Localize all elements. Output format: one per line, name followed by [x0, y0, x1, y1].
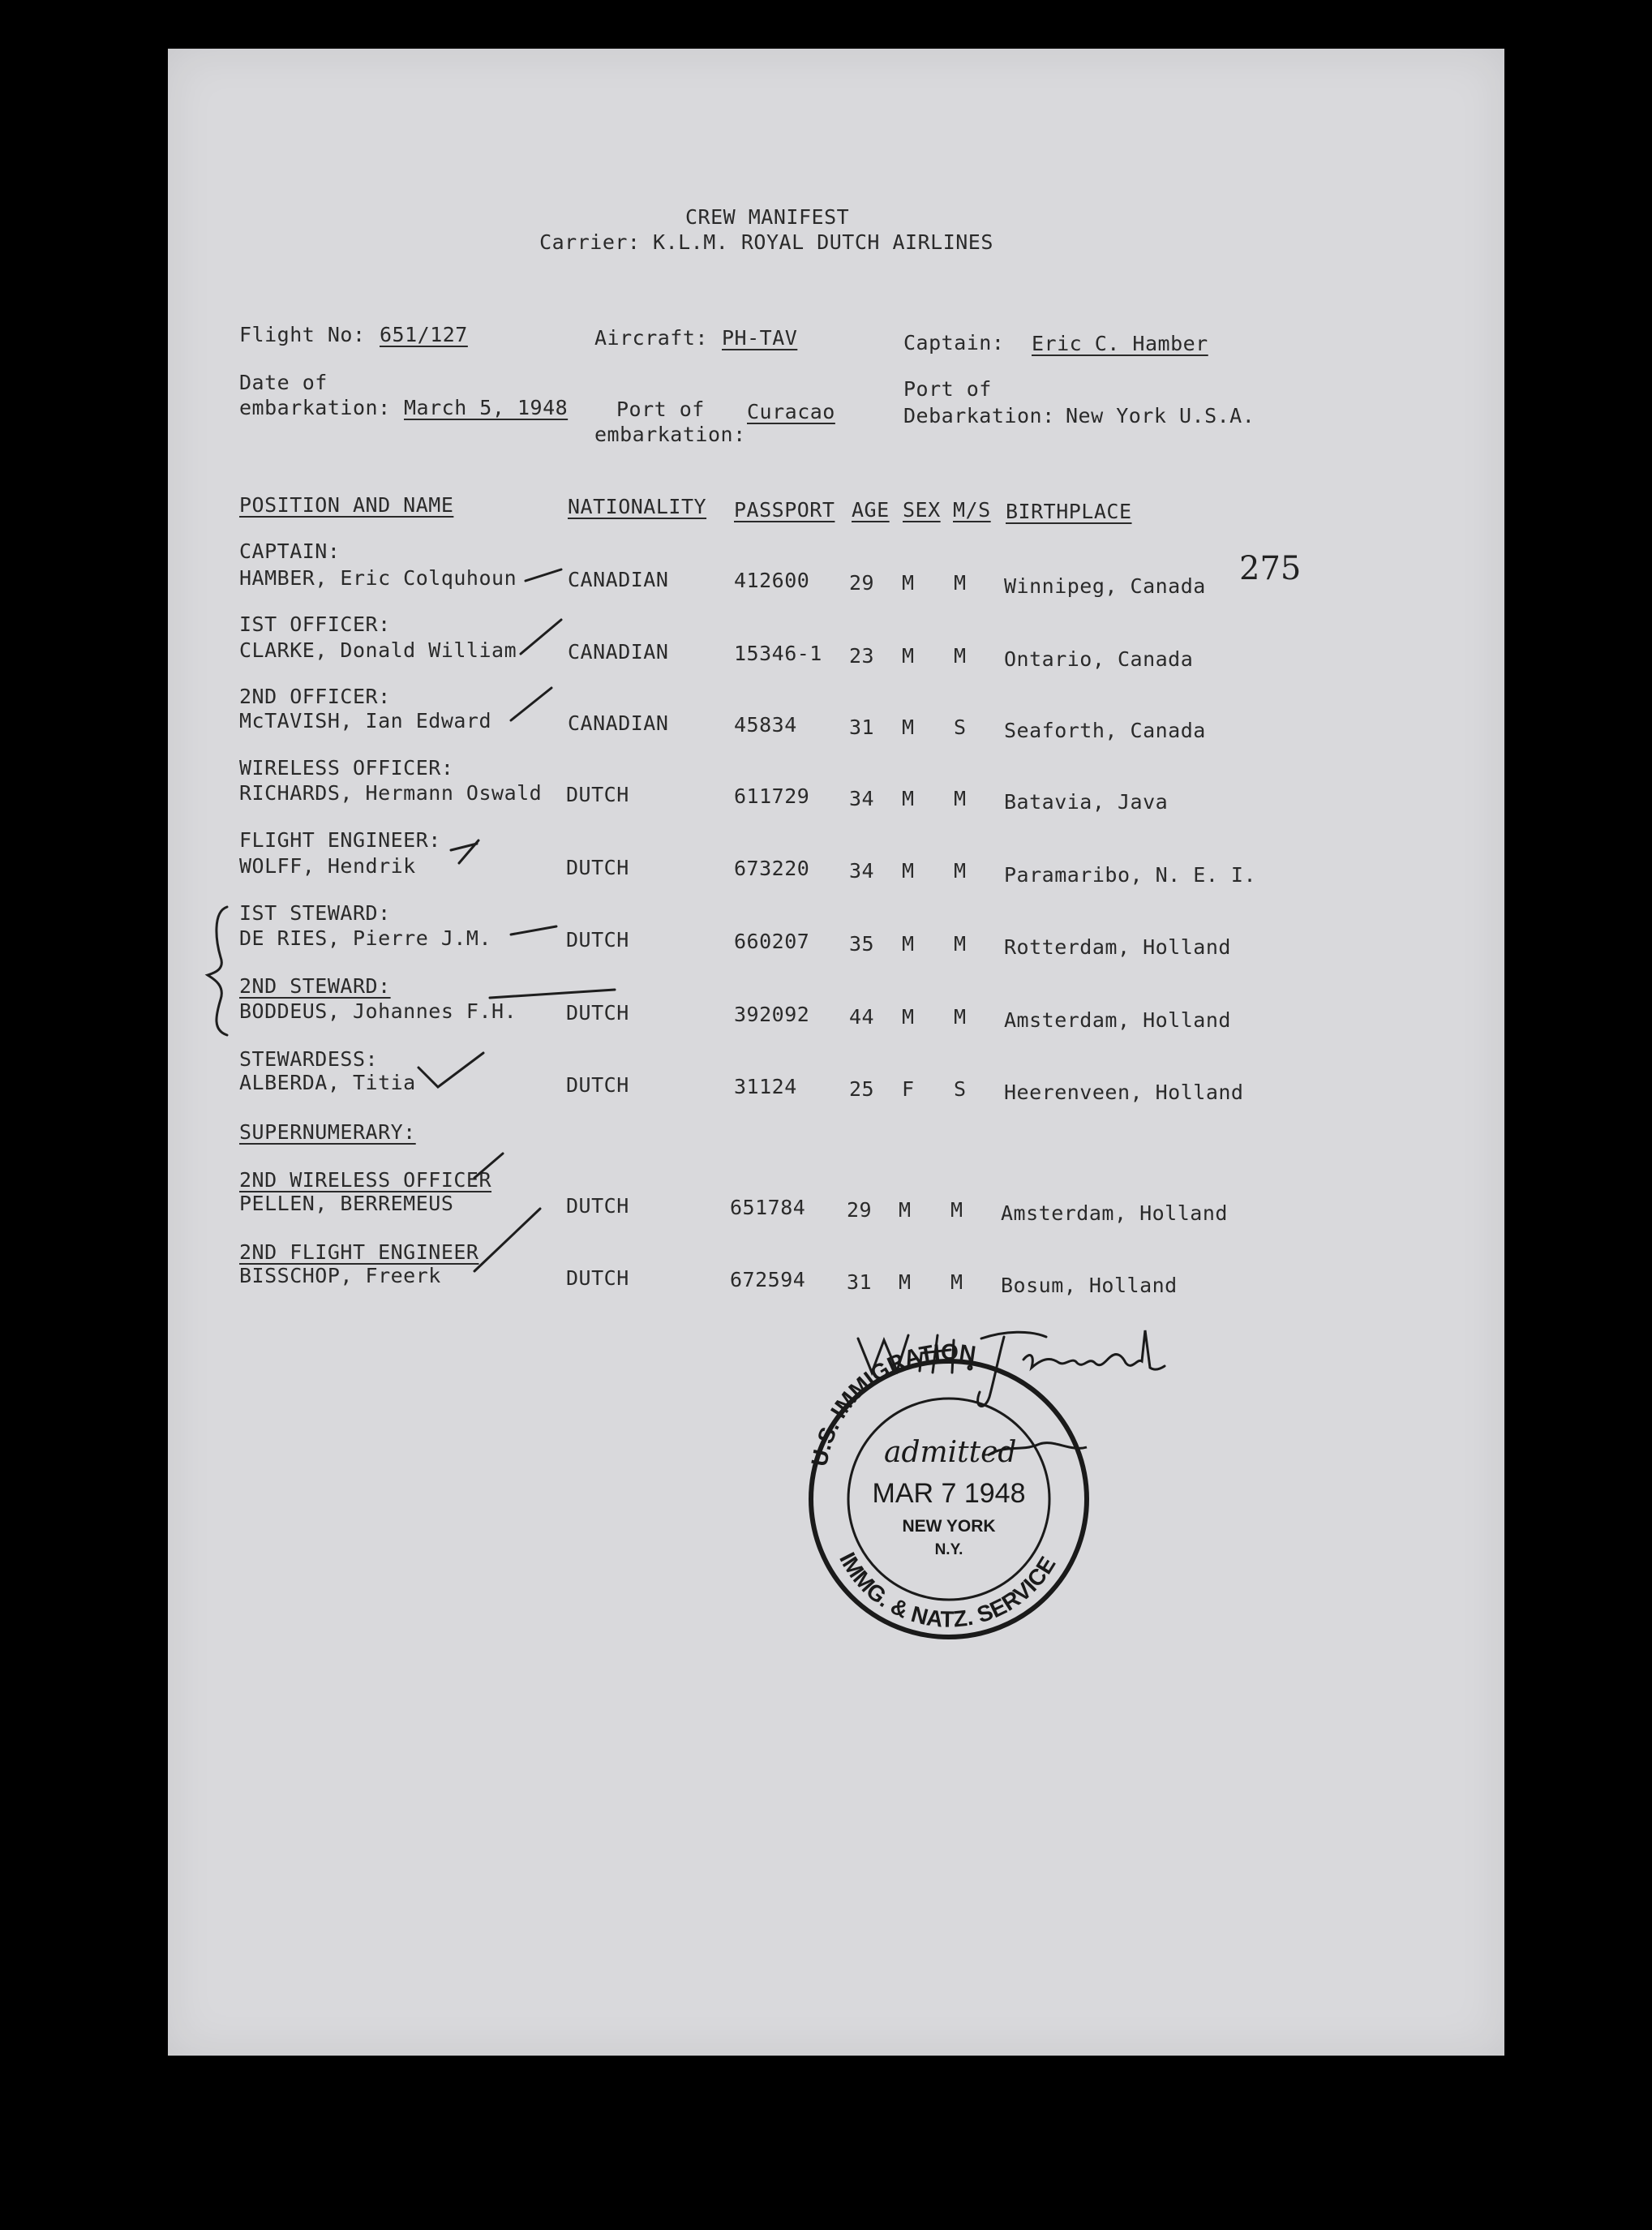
- col-passport: PASSPORT: [734, 498, 835, 522]
- row-sex: M: [902, 715, 915, 739]
- row-age: 35: [849, 932, 875, 956]
- row-name: ALBERDA, Titia: [239, 1071, 416, 1094]
- date-label-1: Date of: [239, 371, 328, 394]
- row-position: 2ND STEWARD:: [239, 974, 391, 998]
- row-sex: M: [899, 1198, 912, 1222]
- row-age: 34: [849, 859, 875, 883]
- row-position: IST STEWARD:: [239, 901, 391, 925]
- row-sex: M: [902, 1005, 915, 1029]
- row-age: 44: [849, 1005, 875, 1029]
- stamp-state: N.Y.: [934, 1541, 963, 1558]
- row-nationality: DUTCH: [566, 928, 629, 952]
- row-passport: 15346-1: [734, 642, 822, 665]
- row-age: 29: [847, 1198, 873, 1222]
- row-nationality: DUTCH: [566, 1001, 629, 1025]
- row-passport: 392092: [734, 1003, 810, 1026]
- row-nationality: CANADIAN: [568, 640, 669, 664]
- stamp-ring-top: U.S. IMMIGRATION: [806, 1338, 978, 1469]
- date-label-2: embarkation:: [239, 396, 391, 419]
- row-passport: 672594: [730, 1268, 806, 1291]
- embarkation-date: March 5, 1948: [404, 396, 569, 419]
- row-sex: M: [902, 859, 915, 883]
- carrier-line: Carrier: K.L.M. ROYAL DUTCH AIRLINES: [539, 230, 993, 254]
- row-sex: F: [902, 1077, 915, 1101]
- row-position: FLIGHT ENGINEER:: [239, 828, 441, 852]
- captain-label: Captain:: [903, 331, 1005, 354]
- row-name: WOLFF, Hendrik: [239, 854, 416, 878]
- row-nationality: DUTCH: [566, 1194, 629, 1218]
- row-ms: M: [954, 1005, 967, 1029]
- aircraft-value: PH-TAV: [722, 326, 798, 350]
- row-name: BISSCHOP, Freerk: [239, 1264, 441, 1287]
- stamp-city: NEW YORK: [902, 1517, 996, 1536]
- row-nationality: DUTCH: [566, 1266, 629, 1290]
- row-ms: M: [954, 787, 967, 810]
- row-birthplace: Seaforth, Canada: [1004, 719, 1206, 742]
- row-passport: 45834: [734, 713, 797, 737]
- port-deb-label-2: Debarkation:: [903, 404, 1055, 428]
- row-position: 2ND FLIGHT ENGINEER: [239, 1240, 479, 1264]
- row-position: STEWARDESS:: [239, 1047, 379, 1071]
- row-nationality: CANADIAN: [568, 711, 669, 735]
- aircraft-label: Aircraft:: [594, 326, 708, 350]
- row-ms: M: [950, 1198, 963, 1222]
- row-ms: M: [954, 932, 967, 956]
- row-nationality: DUTCH: [566, 783, 629, 806]
- port-deb-label-1: Port of: [903, 377, 992, 401]
- row-sex: M: [902, 571, 915, 595]
- col-sex: SEX: [903, 498, 941, 522]
- row-birthplace: Rotterdam, Holland: [1004, 935, 1231, 959]
- col-position-and-name: POSITION AND NAME: [239, 493, 454, 517]
- row-ms: M: [954, 859, 967, 883]
- row-birthplace: Ontario, Canada: [1004, 647, 1194, 671]
- row-passport: 611729: [734, 784, 810, 808]
- port-emb-label-2: embarkation:: [594, 423, 746, 446]
- port-emb-label-1: Port of: [616, 397, 705, 421]
- supernumerary-heading: SUPERNUMERARY:: [239, 1120, 416, 1144]
- row-nationality: CANADIAN: [568, 568, 669, 591]
- row-name: BODDEUS, Johannes F.H.: [239, 999, 517, 1023]
- col-nationality: NATIONALITY: [568, 495, 707, 518]
- row-passport: 660207: [734, 930, 810, 953]
- row-name: RICHARDS, Hermann Oswald: [239, 781, 543, 805]
- col-ms: M/S: [953, 498, 991, 522]
- row-birthplace: Amsterdam, Holland: [1001, 1201, 1228, 1225]
- captain-value: Eric C. Hamber: [1032, 332, 1208, 355]
- row-birthplace: Paramaribo, N. E. I.: [1004, 863, 1257, 887]
- row-passport: 673220: [734, 857, 810, 880]
- row-birthplace: Winnipeg, Canada: [1004, 574, 1206, 598]
- col-age: AGE: [852, 498, 890, 522]
- port-emb-value: Curacao: [747, 400, 835, 423]
- flight-no-value: 651/127: [380, 323, 468, 346]
- page-number: 275: [1239, 550, 1302, 587]
- stamp-handwriting: admitted: [884, 1436, 1017, 1469]
- row-name: McTAVISH, Ian Edward: [239, 709, 492, 733]
- row-ms: M: [954, 571, 967, 595]
- row-position: 2ND OFFICER:: [239, 685, 391, 708]
- row-name: HAMBER, Eric Colquhoun: [239, 566, 517, 590]
- row-birthplace: Heerenveen, Holland: [1004, 1081, 1244, 1104]
- row-nationality: DUTCH: [566, 856, 629, 879]
- row-age: 25: [849, 1077, 875, 1101]
- row-age: 31: [849, 715, 875, 739]
- row-birthplace: Amsterdam, Holland: [1004, 1008, 1231, 1032]
- row-name: CLARKE, Donald William: [239, 638, 517, 662]
- stamp-ring-bottom: IMMG. & NATZ. SERVICE: [835, 1548, 1061, 1632]
- row-sex: M: [899, 1270, 912, 1294]
- row-sex: M: [902, 932, 915, 956]
- row-age: 31: [847, 1270, 873, 1294]
- row-position: WIRELESS OFFICER:: [239, 756, 454, 780]
- row-name: DE RIES, Pierre J.M.: [239, 926, 492, 950]
- row-age: 29: [849, 571, 875, 595]
- row-ms: M: [954, 644, 967, 668]
- row-age: 23: [849, 644, 875, 668]
- row-passport: 412600: [734, 569, 810, 592]
- flight-no-label: Flight No:: [239, 323, 366, 346]
- row-birthplace: Batavia, Java: [1004, 790, 1169, 814]
- row-ms: S: [954, 1077, 967, 1101]
- stamp-date: MAR 7 1948: [872, 1478, 1026, 1509]
- row-passport: 31124: [734, 1075, 797, 1098]
- row-birthplace: Bosum, Holland: [1001, 1274, 1178, 1297]
- row-ms: S: [954, 715, 967, 739]
- row-nationality: DUTCH: [566, 1073, 629, 1097]
- row-position: CAPTAIN:: [239, 539, 341, 563]
- row-position: IST OFFICER:: [239, 612, 391, 636]
- port-deb-value: New York U.S.A.: [1066, 404, 1255, 428]
- row-position: 2ND WIRELESS OFFICER: [239, 1168, 492, 1192]
- row-name: PELLEN, BERREMEUS: [239, 1192, 454, 1215]
- row-sex: M: [902, 644, 915, 668]
- col-birthplace: BIRTHPLACE: [1006, 500, 1132, 523]
- row-age: 34: [849, 787, 875, 810]
- row-ms: M: [950, 1270, 963, 1294]
- row-sex: M: [902, 787, 915, 810]
- row-passport: 651784: [730, 1196, 806, 1219]
- document-title: CREW MANIFEST: [685, 205, 850, 229]
